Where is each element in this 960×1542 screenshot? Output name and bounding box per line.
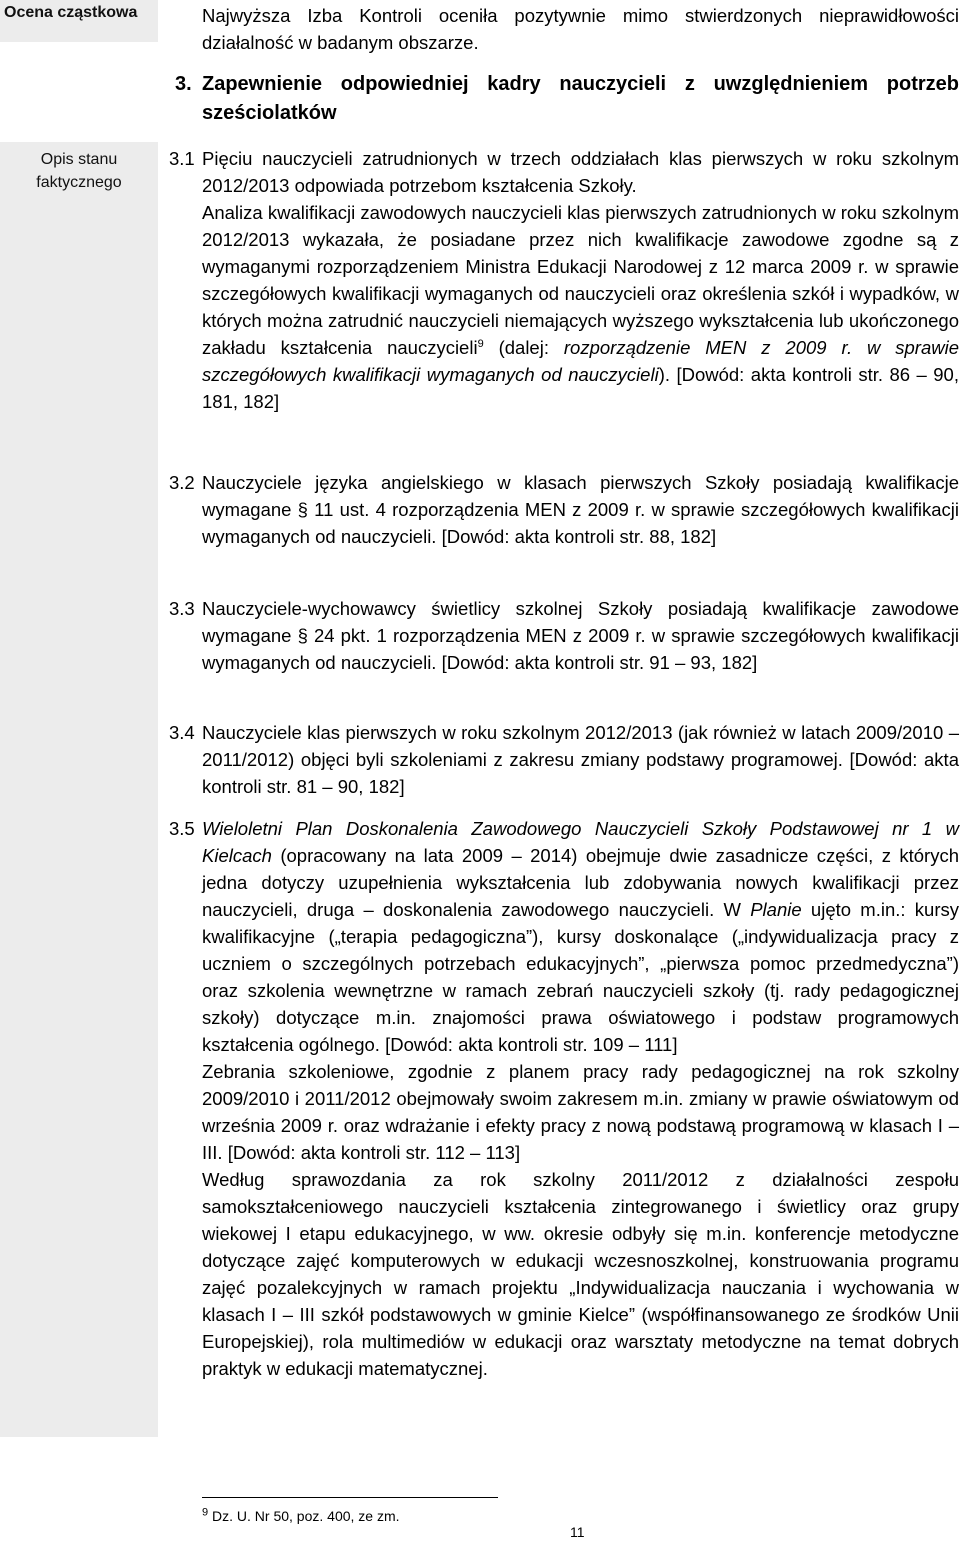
item-italic-text: Wieloletni Plan Doskonalenia Zawodowego Nauczycieli Szkoły Podstawowej nr 1 w Kielcach: [202, 818, 959, 866]
item-3-1: [169, 145, 959, 415]
assessment-label-box: [0, 0, 158, 42]
item-text: Nauczyciele-wychowawcy świetlicy szkolnej Szkoły posiadają kwalifikacje zawodowe wymagane § 24 pkt. 1 rozporządzenia MEN z 2009 r. w sprawie szczegółowych kwalifikacji wymaganych od nauczycieli. [Dowód: akta kontroli str. 91 – 93, 182]: [202, 598, 959, 673]
intro-paragraph: [202, 2, 959, 56]
item-text: Analiza kwalifikacji zawodowych nauczycieli klas pierwszych zatrudnionych w roku szkolnym 2012/2013 wykazała, że posiadane przez nich kwalifikacje zawodowe zgodne są z wymaganymi rozporządzeniem Ministra Edukacji Narodowej z 12 marca 2009 r. w sprawie szczegółowych kwalifikacji wymaganych od nauczycieli oraz określenia szkół i wypadków, w których można zatrudnić nauczycieli niemających wyższego wykształcenia lub ukończonego zakładu kształcenia nauczycieli: [202, 202, 959, 358]
item-paragraph: Według sprawozdania za rok szkolny 2011/2012 z działalności zespołu samokształceniowego nauczycieli kształcenia zintegrowanego i świetlicy oraz grupy wiekowej I etapu edukacyjnego, w ww. okresie odbyły się m.in. konferencje metodyczne dotyczące zajęć komputerowych w edukacji wczesnoszkolnej, konstruowania programu zajęć pozalekcyjnych w ramach projektu „Indywidualizacja nauczania i wychowania w klasach I – III szkół podstawowych w gminie Kielce” (współfinansowanego ze środków Unii Europejskiej), rola multimediów w edukacji oraz warsztaty metodyczne na temat dobrych praktyk w edukacji matematycznej.: [202, 1169, 959, 1379]
section-heading: [175, 70, 959, 128]
item-3-4: [169, 719, 959, 800]
item-3-3: [169, 595, 959, 676]
item-number: 3.1: [169, 148, 195, 169]
item-text: Nauczyciele języka angielskiego w klasach pierwszych Szkoły posiadają kwalifikacje wymagane § 11 ust. 4 rozporządzenia MEN z 2009 r. w sprawie szczegółowych kwalifikacji wymaganych od nauczycieli. [Dowód: akta kontroli str. 88, 182]: [202, 472, 959, 547]
footnote-text: Dz. U. Nr 50, poz. 400, ze zm.: [208, 1508, 400, 1524]
item-number: 3.3: [169, 598, 195, 619]
item-number: 3.4: [169, 722, 195, 743]
footnote-ref: 9: [477, 337, 484, 350]
item-text: ujęto m.in.: kursy kwalifikacyjne („terapia pedagogiczna”), kursy doskonalące („indywidualizacja pracy z uczniem o szczególnych potrzebach edukacyjnych”, „pierwsza pomoc przedmedyczna”) oraz szkolenia wewnętrzne w ramach zebrań nauczycieli szkoły (tj. rady pedagogicznej szkoły) dotyczące m.in. znajomości prawa oświatowego i podstaw programowych kształcenia ogólnego. [Dowód: akta kontroli str. 109 – 111]: [202, 899, 960, 1055]
footnote-number: 9: [202, 1506, 209, 1519]
item-number: 3.5: [169, 818, 195, 839]
facts-label-line1: Opis stanu: [40, 151, 118, 168]
item-3-2: [169, 469, 959, 550]
assessment-label: Ocena cząstkowa: [4, 4, 138, 21]
footnote: [202, 1508, 400, 1524]
facts-label-box: [0, 142, 158, 1437]
intro-text: Najwyższa Izba Kontroli oceniła pozytywnie mimo stwierdzonych nieprawidłowości działalność w badanym obszarze.: [202, 5, 959, 53]
item-3-5: [169, 815, 960, 1382]
section-title: Zapewnienie odpowiedniej kadry nauczycieli z uwzględnieniem potrzeb sześciolatków: [202, 73, 959, 124]
item-text: ). [Dowód: akta kontroli str. 86 – 90, 181, 182]: [202, 364, 959, 412]
item-italic-text: rozporządzenie MEN z 2009 r. w sprawie szczegółowych kwalifikacji wymaganych od nauczycieli: [202, 337, 959, 385]
item-text: (opracowany na lata 2009 – 2014) obejmuje dwie zasadnicze części, z których jedna dotyczy uzupełnienia wykształcenia lub zdobywania nowych kwalifikacji przez nauczycieli, druga – doskonalenia zawodowego nauczycieli. W: [202, 845, 959, 920]
item-text: (dalej:: [483, 337, 564, 358]
item-text: Pięciu nauczycieli zatrudnionych w trzech oddziałach klas pierwszych w roku szkolnym 2012/2013 odpowiada potrzebom kształcenia Szkoły.: [202, 148, 959, 196]
section-number: 3.: [175, 73, 192, 95]
item-paragraph: Zebrania szkoleniowe, zgodnie z planem pracy rady pedagogicznej na rok szkolny 2009/2010 i 2011/2012 obejmowały swoim zakresem m.in. zmiany w prawie oświatowym od września 2009 r. oraz wdrażanie i efekty pracy z nową podstawą programową w klasach I – III. [Dowód: akta kontroli str. 112 – 113]: [202, 1061, 959, 1163]
item-italic-text: Planie: [750, 899, 802, 920]
item-number: 3.2: [169, 472, 195, 493]
item-text: Nauczyciele klas pierwszych w roku szkolnym 2012/2013 (jak również w latach 2009/2010 – 2011/2012) objęci byli szkoleniami z zakresu zmiany podstawy programowej. [Dowód: akta kontroli str. 81 – 90, 182]: [202, 722, 959, 797]
facts-label-line2: faktycznego: [36, 174, 122, 191]
page-number: 11: [570, 1524, 585, 1540]
footnote-divider: [202, 1497, 498, 1498]
